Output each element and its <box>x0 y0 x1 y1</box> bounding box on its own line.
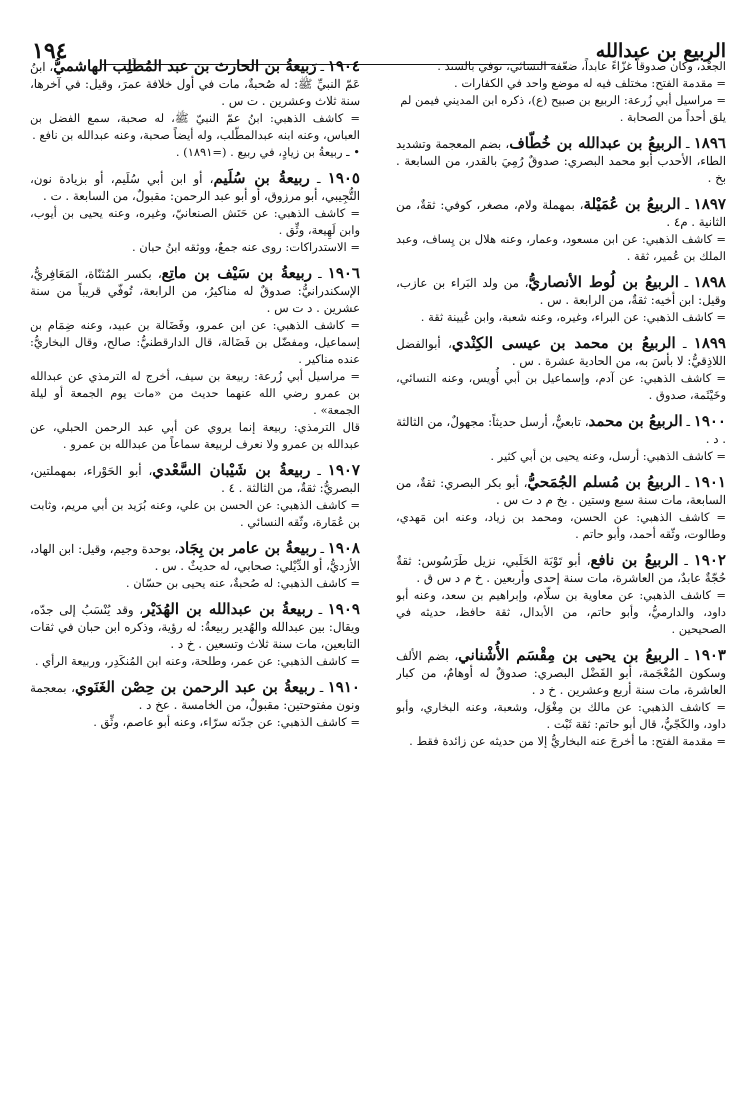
biographical-entry <box>30 170 360 256</box>
entry-number: ١٩٠٣ <box>693 646 726 664</box>
entry-heading: ١٩٠٣ ـ الربيعُ بن يحيى بن مِقْسَم الأُشْناني، بضم الألف وسكون المُعْجَمة، أبو الفَضْل البصري: صدوقٌ له أوهامٌ، من كبار العاشرة، مات سنة أربع وعشرين . خ د . <box>396 646 726 697</box>
biographical-entry <box>396 135 726 187</box>
source-note: = كاشف الذهبي: عن عمر، وطلحة، وعنه ابن المُنكَدِر، وربيعة الرأي . <box>34 654 360 668</box>
entry-heading: ١٨٩٦ ـ الربيعُ بن عبدالله بن خُطّاف، بضم المعجمة وتشديد الطاء، الأحدب أبو محمد البصري: صدوقٌ رُمِيَ بالقدر، من السابعة . بخ . <box>396 134 726 185</box>
source-note: = كاشف الذهبي: عن الحسن، ومحمد بن زياد، وعنه ابن مَهدي، وطالوت، وثّقه أحمد، وأبو حاتم . <box>396 510 726 541</box>
entry-description: ، ابنُ عَمّ النبيِّ ﷺ: له صُحبةٌ، مات في أول خلافة عمرَ، وقيل: في آخرها، سنة ثلاث وعشرين . ت س . <box>30 60 360 108</box>
entry-description: ، بكسر المُثنّاة، المَعَافِريُّ، الإسكندرانيُّ: صدوقٌ له مناكيرُ، من الرابعة، تُوفّي قريباً من سنة عشرين . د ت س . <box>30 267 360 315</box>
entry-description: ، بضم المعجمة وتشديد الطاء، الأحدب أبو محمد البصري: صدوقٌ رُمِيَ بالقدر، من السابعة . بخ . <box>396 137 726 185</box>
source-note: = مقدمة الفتح: ما أخرجَ عنه البخاريُّ إلا من حديثه عن زائدة فقط . <box>409 734 726 748</box>
entry-number: ١٨٩٦ <box>693 134 726 152</box>
biographical-entry <box>30 540 360 592</box>
entry-description: ، من ولد البَراء بن عازب، وقيل: ابن أخيه: ثقةٌ، من الرابعة . س . <box>396 276 726 307</box>
entry-name: ربيعةُ بن سُلَيم <box>213 169 310 187</box>
left-column <box>30 58 360 1073</box>
entry-name: ربيعةُ بن عبد الرحمن بن حِصْن الغَنَوي <box>74 678 316 696</box>
entry-name: الربيعُ بن محمد بن عيسى الكِنْدي <box>451 334 676 352</box>
source-note: قال الترمذي: ربيعة إنما يروي عن أبي عبد الرحمن الحبلي، عن عبدالله بن عمرو ولا نعرف لربيعة سماعاً من عبدالله بن عمرو . <box>30 420 360 451</box>
biographical-entry <box>30 601 360 670</box>
entry-heading: ١٩٠٩ ـ ربيعةُ بن عبدالله بن الهُدَيْر، وقد يُنْسَبُ إلى جدّه، ويقال: بين عبدالله والهُدير ربيعةُ: له رؤية، وذكره ابن حبان في ثقات التابعين، مات سنة ثلاث وتسعين . خ د . <box>30 600 360 651</box>
entry-description: ، بوحدة وجيم، وقيل: ابن الهاد، الأزديُّ، أو الدِّيْلي: صحابي، له حديثٌ . س . <box>30 542 360 573</box>
right-column <box>396 58 726 1073</box>
entry-name: الربيعُ بن عبدالله بن خُطّاف <box>509 134 682 152</box>
entry-description: ، أبوالفضل اللاذِقيُّ: لا بأسَ به، من الحادية عشرة . س . <box>396 337 726 368</box>
biographical-entry <box>396 335 726 404</box>
entry-number: ١٩٠٠ <box>693 412 726 430</box>
source-note: = كاشف الذهبي: عن جدّته سرّاء، وعنه أبو عاصم، وثِّق . <box>93 715 360 729</box>
entry-number: ١٨٩٨ <box>693 273 726 291</box>
entry-name: الربيعُ بن عُمَيْلة <box>583 195 681 213</box>
source-note: = كاشف الذهبي: عن ابن مسعود، وعمار، وعنه هلال بن يِساف، وعبد الملك بن عُمير، ثقة . <box>396 232 726 263</box>
biographical-entry <box>396 274 726 326</box>
biographical-entry <box>396 474 726 543</box>
entry-description: ، أبو الحَوْراء، بمهملتين، البصريُّ: ثقةٌ، من الثالثة . ٤ . <box>30 464 360 495</box>
continued-line: = مراسيل أبي زُرعة: الربيع بن صبيح (ع)، ذكره ابن المديني فيمن لم يلق أحداً من الصحابة . <box>400 93 726 124</box>
entry-heading: ١٩٠٢ ـ الربيعُ بن نافع، أبو تَوْبَة الحَلَبي، نزيل طَرَسُوس: ثقةٌ حُجّةٌ عابدٌ، من العاشرة، مات سنة إحدى وأربعين . خ م د س ق . <box>396 551 726 585</box>
biographical-entry <box>396 647 726 750</box>
running-title: الربيع بن عبدالله <box>595 40 726 62</box>
biographical-entry <box>396 196 726 265</box>
source-note: = كاشف الذهبي: عن معاوية بن سلّام، وإبراهيم بن سعد، وعنه أبو داود، والدارميُّ، وأبو حاتم، من الأبدال، ثقة حافظ، حديثه في الصحيحين . <box>396 588 726 636</box>
biographical-entry <box>396 552 726 638</box>
source-note: = الاستدراكات: روى عنه جمعٌ، ووثقه ابنُ حبان . <box>131 240 360 254</box>
entry-heading: ١٩٠٦ ـ ربيعةُ بن سَيْف بن ماتِع، بكسر المُثنّاة، المَعَافِريُّ، الإسكندرانيُّ: صدوقٌ له مناكيرُ، من الرابعة، تُوفّي قريباً من سنة عشرين . د ت س . <box>30 264 360 315</box>
entry-description: ، بمهملة ولام، مصغر، كوفي: ثقةٌ، من الثانية . م٤ . <box>396 198 726 229</box>
two-column-body <box>30 58 726 1073</box>
entry-heading: ١٩١٠ ـ ربيعةُ بن عبد الرحمن بن حِصْن الغَنَوي، بمعجمة ونون مفتوحتين: مقبولٌ، من الخامسة . عخ د . <box>30 678 360 712</box>
entry-number: ١٩٠٧ <box>327 461 360 479</box>
entry-heading: ١٨٩٧ ـ الربيعُ بن عُمَيْلة، بمهملة ولام، مصغر، كوفي: ثقةٌ، من الثانية . م٤ . <box>396 195 726 229</box>
entry-heading: ١٩٠٥ ـ ربيعةُ بن سُلَيم، أو ابن أبي سُلَيم، أو بزيادة نون، التُّجِيبي، أبو مرزوق، أو أبو عبد الرحمن: مقبولٌ، من السابعة . ت . <box>30 169 360 203</box>
source-note: = كاشف الذهبي: عن البراء، وغيره، وعنه شعبة، وابن عُيينة ثقة . <box>420 310 726 324</box>
entry-number: ١٩٠٩ <box>327 600 360 618</box>
entry-description: ، وقد يُنْسَبُ إلى جدّه، ويقال: بين عبدالله والهُدير ربيعةُ: له رؤية، وذكره ابن حبان في ثقات التابعين، مات سنة ثلاث وتسعين . خ د . <box>30 603 360 651</box>
entry-heading: ١٨٩٩ ـ الربيعُ بن محمد بن عيسى الكِنْدي، أبوالفضل اللاذِقيُّ: لا بأسَ به، من الحادية عشرة . س . <box>396 334 726 368</box>
header-rule <box>102 64 556 65</box>
source-note: = كاشف الذهبي: أرسل، وعنه يحيى بن أبي كثير . <box>490 449 726 463</box>
entry-heading: ١٩٠٠ ـ الربيعُ بن محمد، تابعيٌّ، أرسل حديثاً: مجهولٌ، من الثالثة . د . <box>396 412 726 446</box>
entry-heading: ١٩٠١ ـ الربيعُ بن مُسلم الجُمَحيُّ، أبو بكر البصري: ثقةٌ، من السابعة، مات سنة سبع وستين . بخ م د ت س . <box>396 473 726 507</box>
biographical-entry <box>30 265 360 453</box>
entry-number: ١٩٠٦ <box>327 264 360 282</box>
entry-name: ربيعةُ بن عبدالله بن الهُدَيْر <box>143 600 313 618</box>
entry-number: ١٩٠٨ <box>327 539 360 557</box>
source-note: = مراسيل أبي زُرعة: ربيعة بن سيف، أخرج له الترمذي عن عبدالله بن عمرو رضي الله عنهما حديث من «مات يوم الجمعة أو ليلة الجمعة» . <box>30 369 360 417</box>
entry-name: ربيعةُ بن سَيْف بن ماتِع <box>161 264 312 282</box>
source-note: = كاشف الذهبي: له صُحبةٌ، عنه يحيى بن حسّان . <box>125 576 360 590</box>
entry-name: الربيعُ بن محمد <box>588 412 683 430</box>
entry-heading: ١٨٩٨ ـ الربيعُ بن لُوط الأنصاريُّ، من ولد البَراء بن عازب، وقيل: ابن أخيه: ثقةٌ، من الرابعة . س . <box>396 273 726 307</box>
cross-reference: • ـ ربيعةُ بن زيادٍ، في ربيع . (=١٨٩١) . <box>175 145 360 159</box>
entry-description: ، تابعيٌّ، أرسل حديثاً: مجهولٌ، من الثالثة . د . <box>396 415 726 446</box>
entry-number: ١٨٩٧ <box>693 195 726 213</box>
continued-line: = مقدمة الفتح: مختلف فيه له موضع واحد في الكفارات . <box>454 76 726 90</box>
entry-name: ربيعةُ بن شَيْبان السَّعْدي <box>152 461 311 479</box>
source-note: = كاشف الذهبي: ابنُ عمّ النبيّ ﷺ، له صحبة، سمع الفضل بن العباس، وعنه ابنه عبدالمطّلب، وله أيضاً صحبة، وعنه عبدالله بن نافع . <box>30 111 360 142</box>
source-note: = كاشف الذهبي: عن الحسن بن علي، وعنه بُرَيد بن أبي مريم، وثابت بن عُمَارة، وثّقه النسائي . <box>30 498 360 529</box>
entry-number: ١٩٠٢ <box>693 551 726 569</box>
entry-number: ١٨٩٩ <box>693 334 726 352</box>
biographical-entry <box>30 462 360 531</box>
continued-line: الجعْد، وكان صدوقاً غزّاءً عابداً، ضعّفه النسائي، توفي بالسند . <box>437 59 726 73</box>
entry-name: الربيعُ بن مُسلم الجُمَحيُّ <box>527 473 681 491</box>
entry-number: ١٩٠٤ <box>327 58 360 75</box>
entry-heading: ١٩٠٨ ـ ربيعةُ بن عامر بن بِجَاد، بوحدة وجيم، وقيل: ابن الهاد، الأزديُّ، أو الدِّيْلي: صحابي، له حديثٌ . س . <box>30 539 360 573</box>
page-number: ١٩٤ <box>32 38 68 64</box>
entry-description: ، بمعجمة ونون مفتوحتين: مقبولٌ، من الخامسة . عخ د . <box>30 681 360 712</box>
entry-name: ربيعةُ بن عامر بن بِجَاد <box>178 539 317 557</box>
source-note: = كاشف الذهبي: عن مالك بن مِغْوَل، وشعبة، وعنه البخاري، وأبو داود، والكَجّيُّ، قال أبو حاتم: ثقة ثَبْت . <box>396 700 726 731</box>
source-note: = كاشف الذهبي: عن حَنَش الصنعانيّ، وغيره، وعنه يحيى بن أيوب، وابن لَهِيعة، وثِّق . <box>30 206 360 237</box>
entry-number: ١٩١٠ <box>327 678 360 696</box>
running-head <box>32 38 726 78</box>
entry-description: ، أبو بكر البصري: ثقةٌ، من السابعة، مات سنة سبع وستين . بخ م د ت س . <box>396 476 726 507</box>
entry-number: ١٩٠٥ <box>327 169 360 187</box>
biographical-entry <box>396 413 726 465</box>
entry-name: الربيعُ بن نافع <box>590 551 679 569</box>
entry-number: ١٩٠١ <box>693 473 726 491</box>
entry-heading: ١٩٠٧ ـ ربيعةُ بن شَيْبان السَّعْدي، أبو الحَوْراء، بمهملتين، البصريُّ: ثقةٌ، من الثالثة . ٤ . <box>30 461 360 495</box>
entry-name: الربيعُ بن يحيى بن مِقْسَم الأُشْناني <box>458 646 680 664</box>
entry-description: ، أو ابن أبي سُلَيم، أو بزيادة نون، التُّجِيبي، أبو مرزوق، أو أبو عبد الرحمن: مقبولٌ، من السابعة . ت . <box>30 172 360 203</box>
entry-description: ، بضم الألف وسكون المُعْجَمة، أبو الفَضْل البصري: صدوقٌ له أوهامٌ، من كبار العاشرة، مات سنة أربع وعشرين . خ د . <box>396 649 726 697</box>
entry-description: ، أبو تَوْبَة الحَلَبي، نزيل طَرَسُوس: ثقةٌ حُجّةٌ عابدٌ، من العاشرة، مات سنة إحدى وأربعين . خ م د س ق . <box>396 554 726 585</box>
source-note: = كاشف الذهبي: عن آدم، وإسماعيل بن أبي أُويس، وعنه النسائي، وخَيْثَمة، صدوق . <box>396 371 726 402</box>
entry-name: الربيعُ بن لُوط الأنصاريُّ <box>528 273 679 291</box>
entry-heading: ١٩٠٤ ـ رَبيعةُ بن الحارث بن عبد المُطَّلِب الهاشميُّ، ابنُ عَمّ النبيِّ ﷺ: له صُحبةٌ، مات في أول خلافة عمرَ، وقيل: في آخرها، سنة ثلاث وعشرين . ت س . <box>30 58 360 108</box>
source-note: = كاشف الذهبي: عن ابن عمرو، وفَضَالة بن عبيد، وعنه ضِمَام بن إسماعيل، ومفضّل بن فَضَالة، قال الدارقطنيُّ: صالح، وقال البخاريُّ: عنده مناكير . <box>30 318 360 366</box>
biographical-entry <box>30 679 360 731</box>
entry-name: رَبيعةُ بن الحارث بن عبد المُطَّلِب الهاشميُّ <box>53 58 317 75</box>
